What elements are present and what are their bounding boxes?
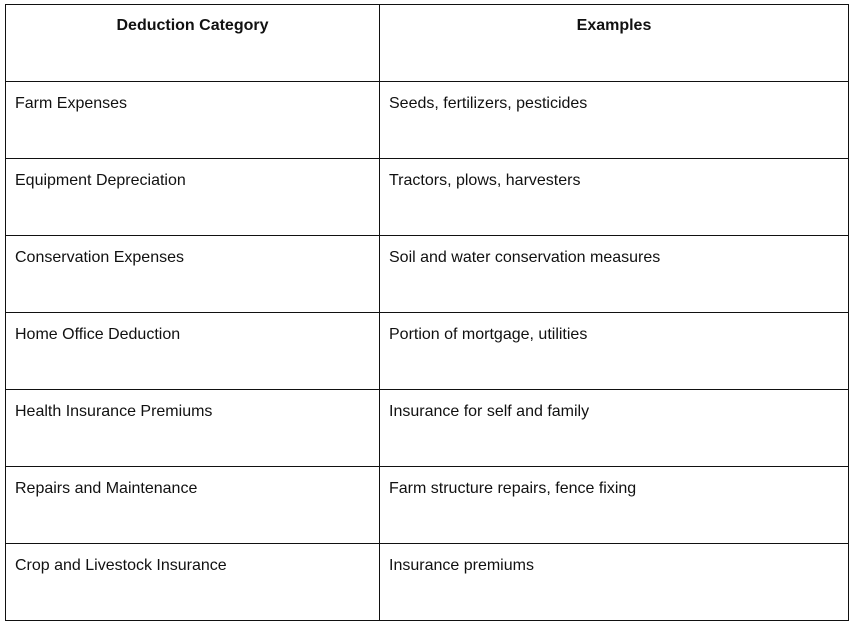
table-row (6, 467, 849, 544)
header-deduction-category: Deduction Category (6, 5, 380, 82)
deductions-table (5, 4, 849, 621)
examples-cell: Tractors, plows, harvesters (380, 159, 849, 236)
category-cell: Crop and Livestock Insurance (6, 544, 380, 621)
examples-cell: Soil and water conservation measures (380, 236, 849, 313)
header-row (6, 5, 849, 82)
table-row (6, 390, 849, 467)
category-cell: Farm Expenses (6, 82, 380, 159)
category-cell: Conservation Expenses (6, 236, 380, 313)
category-cell: Equipment Depreciation (6, 159, 380, 236)
examples-cell: Portion of mortgage, utilities (380, 313, 849, 390)
category-cell: Health Insurance Premiums (6, 390, 380, 467)
category-cell: Home Office Deduction (6, 313, 380, 390)
category-cell: Repairs and Maintenance (6, 467, 380, 544)
examples-cell: Insurance premiums (380, 544, 849, 621)
examples-cell: Farm structure repairs, fence fixing (380, 467, 849, 544)
table-row (6, 159, 849, 236)
header-examples: Examples (380, 5, 849, 82)
table-row (6, 236, 849, 313)
table-row (6, 82, 849, 159)
table-row (6, 313, 849, 390)
table-row (6, 544, 849, 621)
examples-cell: Insurance for self and family (380, 390, 849, 467)
examples-cell: Seeds, fertilizers, pesticides (380, 82, 849, 159)
